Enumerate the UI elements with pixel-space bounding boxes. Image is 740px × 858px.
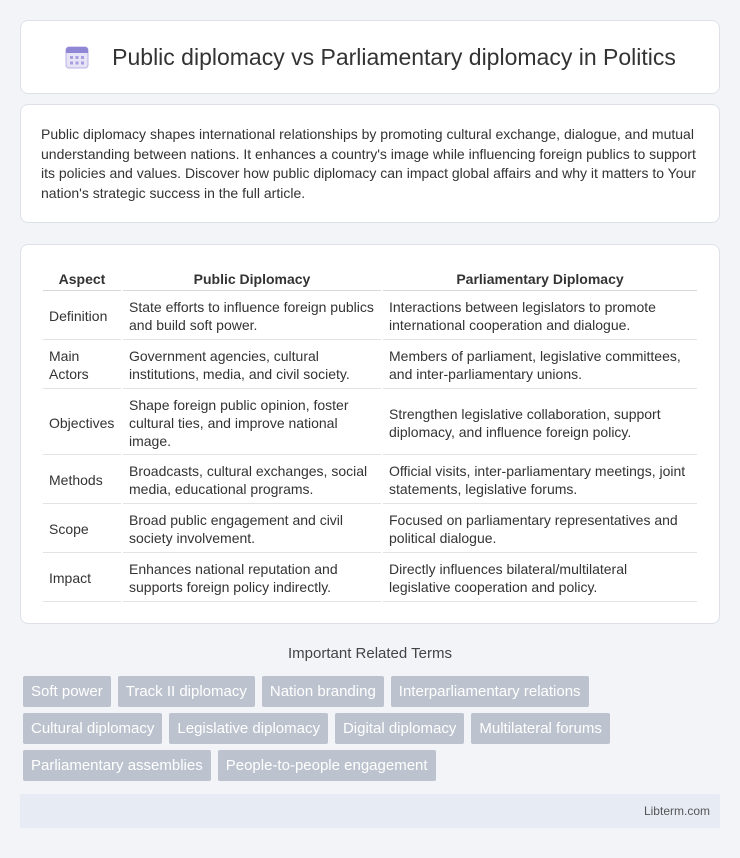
public-cell: State efforts to influence foreign publics and build soft power. — [123, 293, 381, 340]
parliamentary-cell: Interactions between legislators to promote international cooperation and dialogue. — [383, 293, 697, 340]
related-terms-tags — [23, 676, 723, 787]
parliamentary-cell: Strengthen legislative collaboration, support diplomacy, and influence foreign policy. — [383, 391, 697, 455]
calendar-icon — [64, 44, 90, 70]
footer-site-link[interactable]: Libterm.com — [643, 804, 710, 818]
header-aspect: Aspect — [43, 267, 121, 291]
parliamentary-cell: Official visits, inter-parliamentary meetings, joint statements, legislative forums. — [383, 457, 697, 504]
public-cell: Government agencies, cultural institutions, media, and civil society. — [123, 342, 381, 389]
aspect-cell: Main Actors — [43, 342, 121, 389]
tag-people-to-people-engagement[interactable]: People-to-people engagement — [218, 750, 436, 781]
aspect-cell: Objectives — [43, 391, 121, 455]
table-header-row — [43, 267, 697, 291]
tag-track-ii-diplomacy[interactable]: Track II diplomacy — [118, 676, 255, 707]
intro-card — [20, 104, 720, 223]
tag-row — [23, 676, 723, 707]
related-terms-title: Important Related Terms — [288, 645, 452, 662]
public-cell: Broadcasts, cultural exchanges, social media, educational programs. — [123, 457, 381, 504]
table-row — [43, 391, 697, 455]
comparison-card — [20, 244, 720, 624]
aspect-cell: Definition — [43, 293, 121, 340]
tag-row — [23, 713, 723, 744]
table-row — [43, 342, 697, 389]
header-card — [20, 20, 720, 94]
intro-text: Public diplomacy shapes international relationships by promoting cultural exchange, dialogue, and mutual understanding between nations. It enhances a country's image while influencing foreign publics to support its policies and values. Discover how public diplomacy can impact global affairs and why it matters to Your nation's strategic success in the full article. — [41, 126, 696, 201]
parliamentary-cell: Directly influences bilateral/multilateral legislative cooperation and policy. — [383, 555, 697, 602]
header-public-diplomacy: Public Diplomacy — [123, 267, 381, 291]
table-row — [43, 457, 697, 504]
public-cell: Shape foreign public opinion, foster cultural ties, and improve national image. — [123, 391, 381, 455]
aspect-cell: Impact — [43, 555, 121, 602]
footer — [20, 794, 720, 828]
aspect-cell: Scope — [43, 506, 121, 553]
tag-digital-diplomacy[interactable]: Digital diplomacy — [335, 713, 464, 744]
public-cell: Enhances national reputation and supports foreign policy indirectly. — [123, 555, 381, 602]
tag-multilateral-forums[interactable]: Multilateral forums — [471, 713, 610, 744]
table-row — [43, 506, 697, 553]
tag-soft-power[interactable]: Soft power — [23, 676, 111, 707]
tag-row — [23, 750, 723, 781]
tag-nation-branding[interactable]: Nation branding — [262, 676, 384, 707]
comparison-table — [41, 265, 699, 604]
tag-interparliamentary-relations[interactable]: Interparliamentary relations — [391, 676, 589, 707]
header-parliamentary-diplomacy: Parliamentary Diplomacy — [383, 267, 697, 291]
aspect-cell: Methods — [43, 457, 121, 504]
page-title: Public diplomacy vs Parliamentary diplomacy in Politics — [112, 43, 676, 70]
table-row — [43, 293, 697, 340]
tag-cultural-diplomacy[interactable]: Cultural diplomacy — [23, 713, 162, 744]
tag-parliamentary-assemblies[interactable]: Parliamentary assemblies — [23, 750, 211, 781]
public-cell: Broad public engagement and civil society involvement. — [123, 506, 381, 553]
table-row — [43, 555, 697, 602]
tag-legislative-diplomacy[interactable]: Legislative diplomacy — [169, 713, 328, 744]
parliamentary-cell: Members of parliament, legislative committees, and inter-parliamentary unions. — [383, 342, 697, 389]
parliamentary-cell: Focused on parliamentary representatives and political dialogue. — [383, 506, 697, 553]
